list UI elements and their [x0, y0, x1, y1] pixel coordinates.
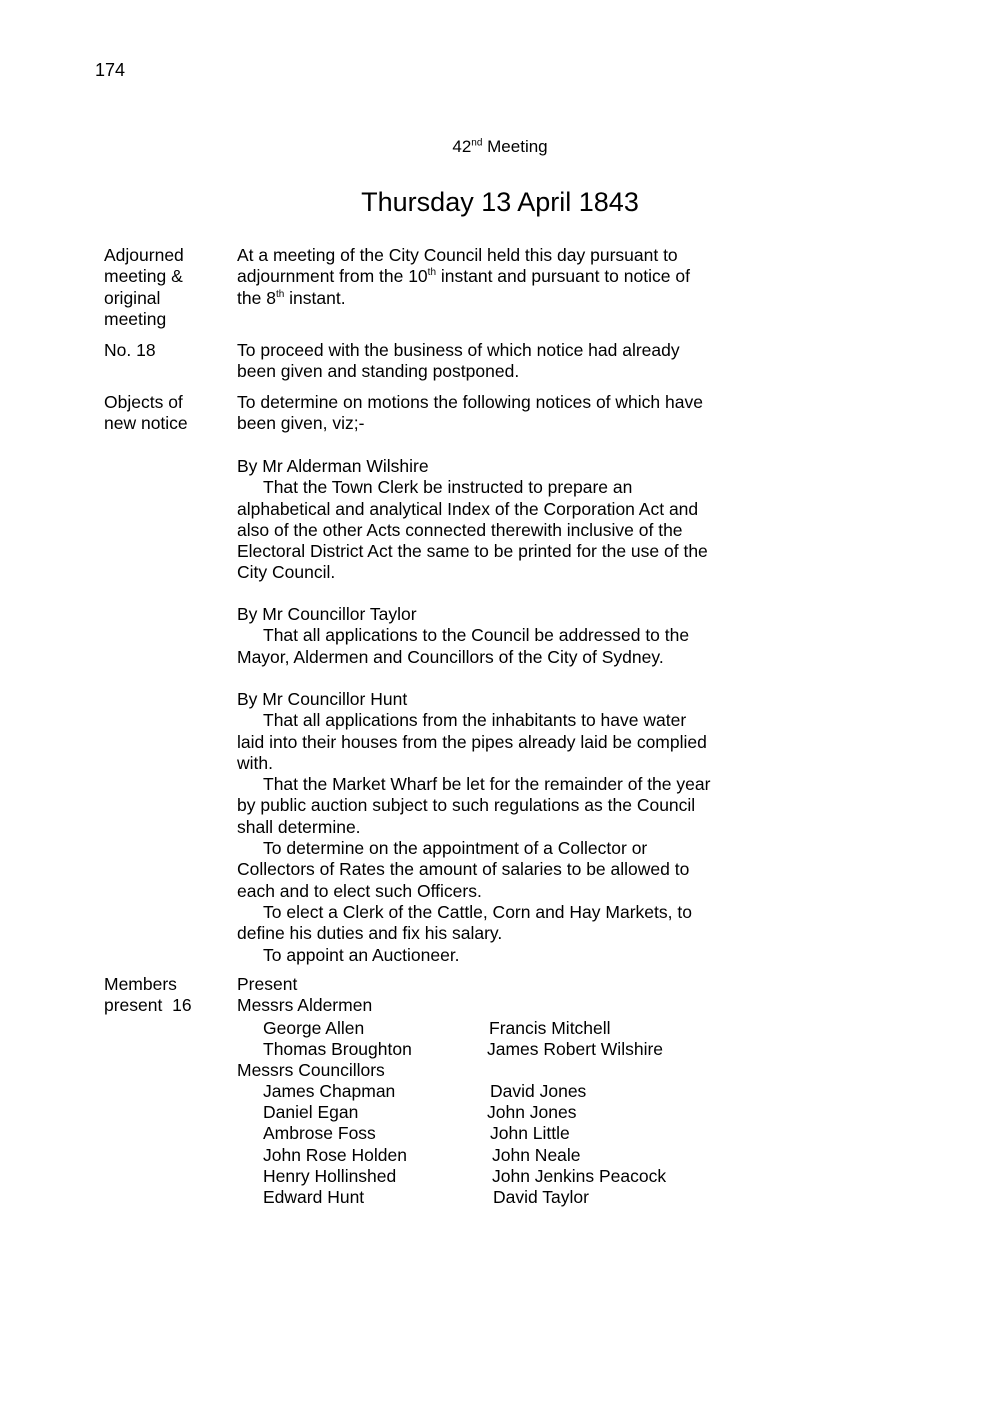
text-line: To appoint an Auctioneer.: [263, 944, 460, 965]
objects-paragraph: [237, 392, 757, 435]
members-count: present 16: [104, 995, 192, 1016]
text-span: instant.: [284, 287, 346, 308]
text-line: shall determine.: [237, 816, 361, 837]
adjourned-paragraph: [237, 245, 757, 309]
text-line: That all applications to the Council be addressed to the: [263, 625, 690, 646]
member-name: Francis Mitchell: [489, 1018, 611, 1038]
meeting-number: [0, 137, 1000, 157]
notice-hunt: [237, 689, 757, 966]
text-line: That the Market Wharf be let for the remainder of the year: [263, 774, 711, 795]
ordinal-suffix: th: [427, 267, 437, 279]
member-name: Henry Hollinshed: [263, 1166, 397, 1186]
text-line: each and to elect such Officers.: [237, 880, 482, 901]
notice-by: By Mr Councillor Taylor: [237, 604, 417, 624]
member-name: David Taylor: [493, 1187, 589, 1207]
notice-by: By Mr Alderman Wilshire: [237, 456, 429, 476]
present-label: Present: [237, 974, 298, 994]
margin-note-no18: [104, 340, 229, 361]
margin-line: meeting: [104, 308, 167, 329]
text-line: been given, viz;-: [237, 413, 365, 434]
text-line: Collectors of Rates the amount of salaries to be allowed to: [237, 859, 690, 880]
member-name: John Rose Holden: [263, 1145, 407, 1165]
margin-line: Adjourned: [104, 245, 184, 265]
notice-by: By Mr Councillor Hunt: [237, 689, 408, 709]
meeting-date: Thursday 13 April 1843: [361, 187, 639, 217]
councillors-heading: Messrs Councillors: [237, 1060, 385, 1080]
text-line: laid into their houses from the pipes already laid be complied: [237, 731, 707, 752]
margin-note-objects: [104, 392, 229, 435]
text-line: [237, 288, 757, 309]
text-line: To determine on the appointment of a Collector or: [263, 838, 648, 859]
notice-taylor: [237, 604, 757, 668]
member-name: John Jenkins Peacock: [492, 1166, 667, 1186]
text-span: adjournment from the 10: [237, 266, 428, 287]
text-line: been given and standing postponed.: [237, 361, 520, 382]
text-line: with.: [237, 752, 273, 773]
text-line: define his duties and fix his salary.: [237, 923, 503, 944]
member-name: John Neale: [492, 1145, 581, 1165]
member-name: John Jones: [487, 1102, 577, 1122]
text-line: To determine on motions the following notices of which have: [237, 392, 703, 412]
margin-line: original: [104, 287, 161, 308]
member-name: James Robert Wilshire: [487, 1039, 664, 1059]
text-line: alphabetical and analytical Index of the Corporation Act and: [237, 498, 699, 519]
margin-note-members: [104, 974, 234, 1017]
text-line: by public auction subject to such regulations as the Council: [237, 795, 696, 816]
text-line: At a meeting of the City Council held this day pursuant to: [237, 245, 678, 265]
text-line: also of the other Acts connected therewith inclusive of the: [237, 519, 683, 540]
member-name: David Jones: [490, 1081, 587, 1101]
member-name: Ambrose Foss: [263, 1123, 376, 1143]
member-name: Thomas Broughton: [263, 1039, 412, 1059]
member-name: George Allen: [263, 1018, 365, 1038]
margin-line: Members: [104, 974, 177, 994]
text-span: the 8: [237, 287, 276, 308]
text-line: Mayor, Aldermen and Councillors of the City of Sydney.: [237, 646, 664, 667]
members-present-heading: [237, 974, 757, 1017]
no18-paragraph: [237, 340, 757, 383]
meeting-number-label: Meeting: [482, 137, 548, 156]
member-name: Edward Hunt: [263, 1187, 365, 1207]
text-line: [237, 266, 757, 287]
text-span: instant and pursuant to notice of: [436, 266, 690, 287]
text-line: To proceed with the business of which notice had already: [237, 340, 680, 360]
text-line: Electoral District Act the same to be printed for the use of the: [237, 541, 708, 562]
margin-line: new notice: [104, 413, 188, 434]
text-line: That the Town Clerk be instructed to prepare an: [263, 477, 633, 498]
margin-line: Objects of: [104, 392, 183, 412]
margin-line: No. 18: [104, 340, 156, 360]
member-name: James Chapman: [263, 1081, 396, 1101]
ordinal-suffix: th: [275, 288, 285, 300]
text-line: To elect a Clerk of the Cattle, Corn and Hay Markets, to: [263, 901, 692, 922]
text-line: City Council.: [237, 562, 336, 583]
margin-note-adjourned: [104, 245, 229, 330]
member-name: Daniel Egan: [263, 1102, 359, 1122]
page-number: 174: [95, 60, 126, 80]
meeting-number-value: 42: [452, 137, 472, 156]
text-line: That all applications from the inhabitants to have water: [263, 710, 687, 731]
notice-wilshire: [237, 456, 757, 584]
aldermen-heading: Messrs Aldermen: [237, 995, 373, 1016]
meeting-number-suffix: nd: [471, 137, 483, 149]
margin-line: meeting &: [104, 266, 183, 287]
member-name: John Little: [490, 1123, 570, 1143]
